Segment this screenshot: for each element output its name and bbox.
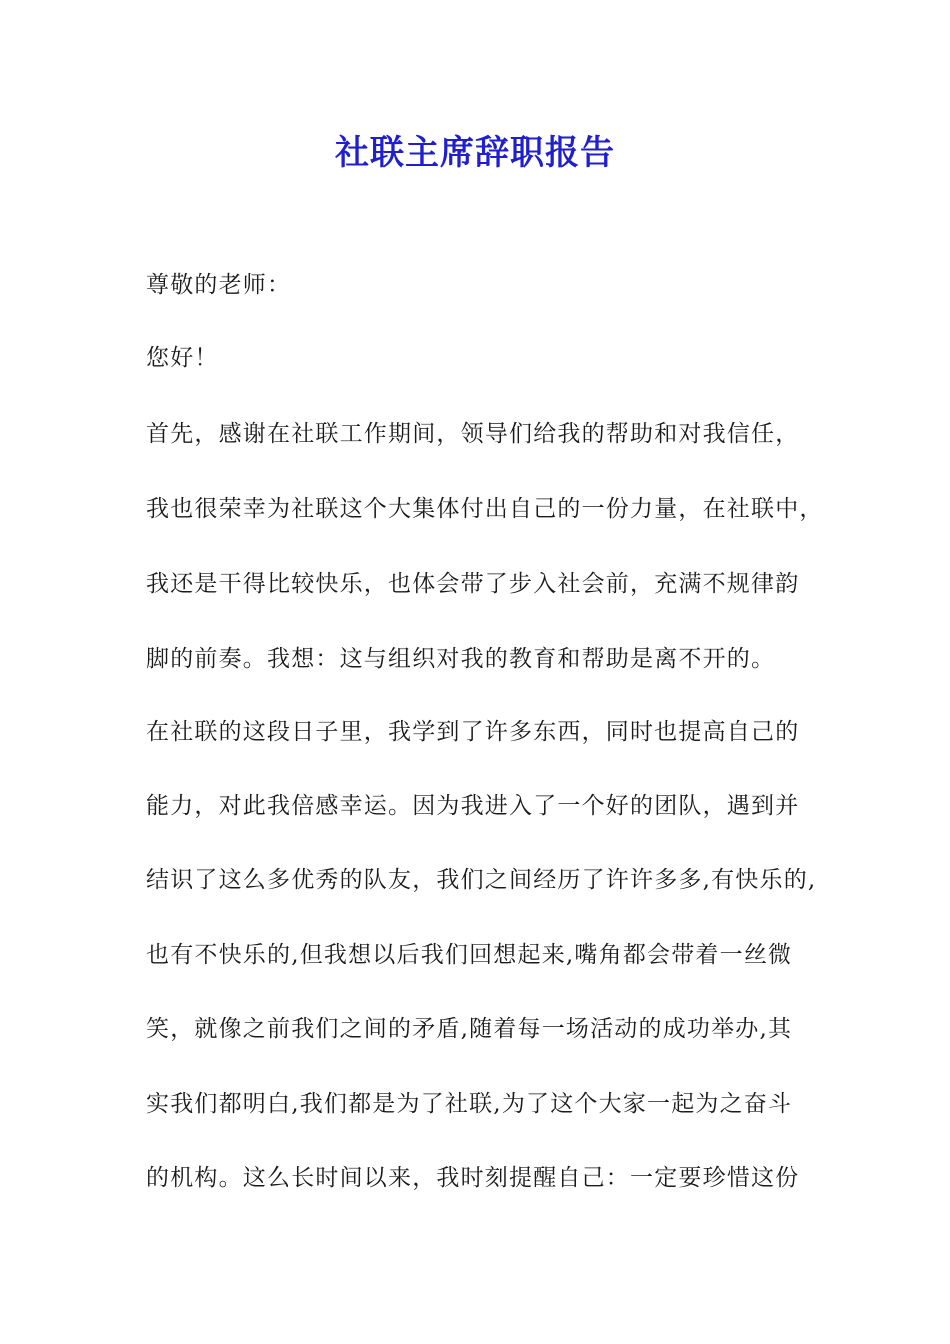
salutation: 尊敬的老师： [146,272,292,298]
body-line: 我还是干得比较快乐，也体会带了步入社会前，充满不规律韵 [146,571,800,597]
body-line: 实我们都明白,我们都是为了社联,为了这个大家一起为之奋斗 [146,1091,793,1117]
body-line: 的机构。这么长时间以来，我时刻提醒自己：一定要珍惜这份 [146,1165,800,1191]
body-line: 首先，感谢在社联工作期间，领导们给我的帮助和对我信任， [146,421,800,447]
body-line: 在社联的这段日子里，我学到了许多东西，同时也提高自己的 [146,719,800,745]
body-line: 也有不快乐的,但我想以后我们回想起来,嘴角都会带着一丝微 [146,942,793,968]
body-line: 结识了这么多优秀的队友，我们之间经历了许许多多,有快乐的, [146,867,817,893]
body-line: 笑，就像之前我们之间的矛盾,随着每一场活动的成功举办,其 [146,1016,793,1042]
greeting: 您好！ [146,345,219,371]
body-line: 脚的前奏。我想：这与组织对我的教育和帮助是离不开的。 [146,646,776,672]
body-line: 能力，对此我倍感幸运。因为我进入了一个好的团队，遇到并 [146,793,800,819]
document-title: 社联主席辞职报告 [335,133,615,173]
body-line: 我也很荣幸为社联这个大集体付出自己的一份力量，在社联中， [146,496,824,522]
